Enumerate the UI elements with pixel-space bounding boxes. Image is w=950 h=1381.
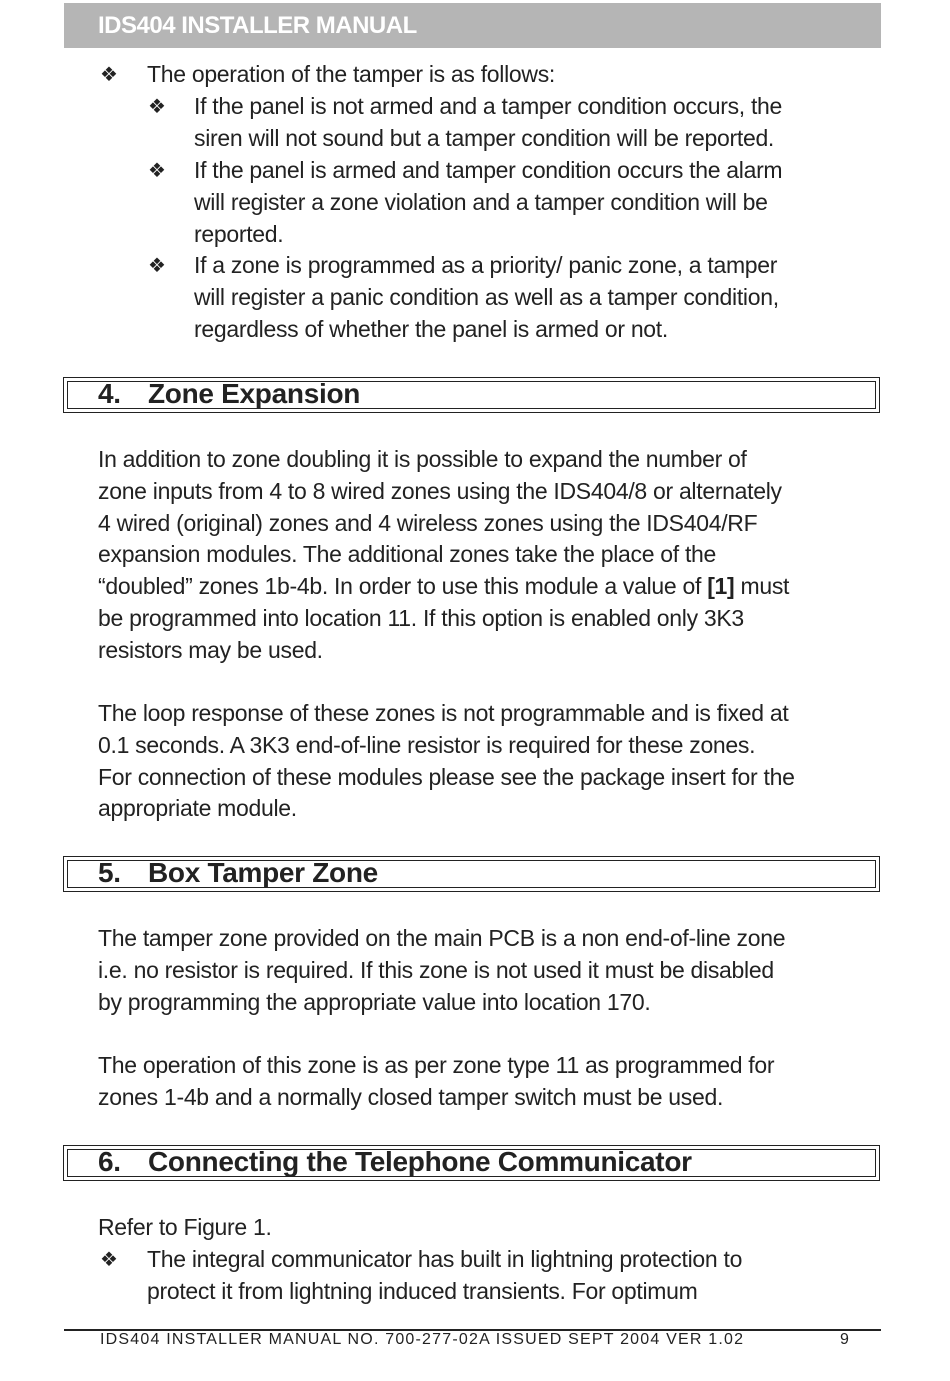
diamond-bullet-icon: ❖ bbox=[100, 62, 118, 86]
section-number: 4. bbox=[98, 378, 121, 409]
sub-item-line: If the panel is armed and tamper condition occurs the alarm bbox=[194, 157, 783, 183]
sub-item-line: will register a panic condition as well as a tamper condition, bbox=[194, 283, 779, 310]
header-title: IDS404 INSTALLER MANUAL bbox=[98, 12, 417, 39]
sub-item-line: reported. bbox=[194, 220, 284, 247]
sub-item-line: If the panel is not armed and a tamper condition occurs, the bbox=[194, 93, 783, 119]
section-heading-box bbox=[63, 1145, 880, 1181]
paragraph-text: In addition to zone doubling it is possible to expand the number of zone inputs from 4 to 8 wired zones using the IDS404/8 or alternately 4 wired (original) zones and 4 wireless zones using the IDS404/RF expansion modules. The additional zones take the place of the “doubled” zones 1b-4b. In order to use this module a value of bbox=[98, 446, 782, 600]
sub-item-line: will register a zone violation and a tamper condition will be bbox=[194, 188, 768, 215]
page-number: 9 bbox=[840, 1331, 849, 1348]
section-paragraph: The operation of this zone is as per zone type 11 as programmed for zones 1-4b and a normally closed tamper switch must be used. bbox=[98, 1052, 775, 1110]
section-paragraph bbox=[98, 444, 868, 667]
diamond-bullet-icon: ❖ bbox=[148, 158, 166, 182]
section-number: 6. bbox=[98, 1146, 121, 1177]
section-title: Zone Expansion bbox=[148, 378, 361, 409]
section-title: Box Tamper Zone bbox=[148, 857, 378, 888]
section-title: Connecting the Telephone Communicator bbox=[148, 1146, 692, 1177]
section-heading-box bbox=[63, 856, 880, 892]
section-paragraph: The tamper zone provided on the main PCB is a non end-of-line zone i.e. no resistor is required. If this zone is not used it must be disabled by programming the appropriate value into location 170. bbox=[98, 925, 786, 1015]
section-paragraph: The loop response of these zones is not programmable and is fixed at 0.1 seconds. A 3K3 end-of-line resistor is required for these zones. For connection of these modules please see the package insert for the appropriate module. bbox=[98, 700, 795, 822]
bullet-line: The integral communicator has built in lightning protection to bbox=[147, 1246, 743, 1272]
section-heading-box bbox=[63, 377, 880, 413]
section-number: 5. bbox=[98, 857, 121, 888]
sub-item-line: If a zone is programmed as a priority/ panic zone, a tamper bbox=[194, 252, 778, 278]
bold-value: [1] bbox=[707, 573, 735, 600]
paragraph-text: must be programmed into location 11. If this option is enabled only 3K3 resistors may be used. bbox=[98, 573, 790, 663]
diamond-bullet-icon: ❖ bbox=[148, 94, 166, 118]
sub-item-line: regardless of whether the panel is armed or not. bbox=[194, 315, 668, 342]
footer-text: IDS404 INSTALLER MANUAL NO. 700-277-02A ISSUED SEPT 2004 VER 1.02 bbox=[100, 1331, 745, 1348]
page-header-bar bbox=[64, 3, 881, 48]
sub-item-line: siren will not sound but a tamper condition will be reported. bbox=[194, 124, 775, 151]
diamond-bullet-icon: ❖ bbox=[148, 253, 166, 277]
intro-lead-text: The operation of the tamper is as follows: bbox=[147, 61, 556, 87]
diamond-bullet-icon: ❖ bbox=[100, 1247, 118, 1271]
bullet-line: protect it from lightning induced transients. For optimum bbox=[147, 1277, 698, 1304]
section-paragraph: Refer to Figure 1. bbox=[98, 1214, 272, 1240]
